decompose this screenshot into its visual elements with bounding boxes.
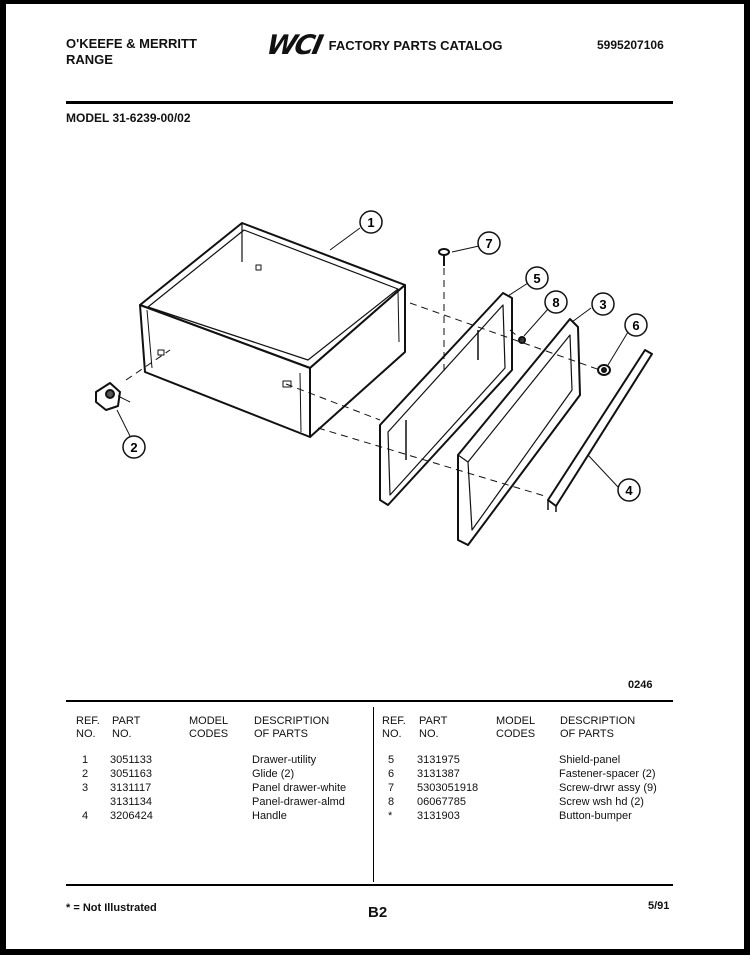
header-part-left: PART NO.	[112, 715, 141, 740]
part-cell: 3131134	[110, 796, 153, 808]
table-bottom-rule	[66, 884, 673, 886]
ref-cell: *	[388, 810, 393, 822]
desc-cell: Handle	[252, 810, 287, 822]
fastener-spacer-part	[598, 365, 610, 375]
diagram-code: 0246	[628, 679, 653, 691]
desc-cell: Screw wsh hd (2)	[559, 796, 644, 808]
ref-cell: 2	[82, 768, 89, 780]
drawer-utility-part	[140, 223, 405, 437]
ref-cell: 1	[82, 754, 89, 766]
part-cell: 3131975	[417, 754, 460, 766]
header-model-left: MODEL CODES	[189, 715, 229, 740]
part-cell: 3131903	[417, 810, 460, 822]
desc-cell: Screw-drwr assy (9)	[559, 782, 657, 794]
product-type: RANGE	[66, 52, 113, 67]
svg-text:8: 8	[552, 295, 560, 310]
header-model-right: MODEL CODES	[496, 715, 536, 740]
ref-cell: 8	[388, 796, 395, 808]
desc-cell: Glide (2)	[252, 768, 295, 780]
part-cell: 3206424	[110, 810, 153, 822]
callout-3	[592, 293, 614, 315]
ref-cell: 3	[82, 782, 89, 794]
table-top-rule	[66, 700, 673, 702]
callout-2	[123, 436, 145, 458]
revision-date: 5/91	[648, 900, 670, 912]
svg-text:7: 7	[485, 236, 493, 251]
screw-part	[439, 249, 449, 266]
part-cell: 5303051918	[417, 782, 479, 794]
svg-text:6: 6	[632, 318, 640, 333]
part-cell: 3131117	[110, 782, 152, 794]
ref-cell: 5	[388, 754, 395, 766]
desc-cell: Fastener-spacer (2)	[559, 768, 656, 780]
callout-7	[478, 232, 500, 254]
part-cell: 06067785	[417, 796, 466, 808]
table-column-divider	[373, 707, 374, 882]
svg-text:3: 3	[599, 297, 607, 312]
callout-5	[526, 267, 548, 289]
catalog-title: FACTORY PARTS CATALOG	[328, 38, 503, 53]
desc-cell: Drawer-utility	[252, 754, 317, 766]
not-illustrated-note: * = Not Illustrated	[66, 902, 157, 914]
part-cell: 3131387	[417, 768, 460, 780]
callout-1	[360, 211, 382, 233]
header-desc-left: DESCRIPTION OF PARTS	[254, 715, 330, 740]
svg-text:5: 5	[533, 271, 541, 286]
model-number: MODEL 31-6239-00/02	[66, 111, 191, 125]
part-cell: 3051133	[110, 754, 153, 766]
header-part-right: PART NO.	[419, 715, 448, 740]
desc-cell: Button-bumper	[559, 810, 632, 822]
catalog-number: 5995207106	[597, 38, 664, 52]
callout-4	[618, 479, 640, 501]
brand-name: O'KEEFE & MERRITT	[66, 36, 197, 51]
glide-part	[96, 383, 130, 410]
ref-cell: 6	[388, 768, 395, 780]
svg-text:4: 4	[625, 483, 633, 498]
desc-cell: Panel-drawer-almd	[252, 796, 345, 808]
header-ref-left: REF. NO.	[76, 715, 100, 740]
header-ref-right: REF. NO.	[382, 715, 406, 740]
wci-logo: WCI	[263, 30, 324, 61]
svg-text:2: 2	[130, 440, 138, 455]
callout-8	[545, 291, 567, 313]
page-number: B2	[368, 904, 388, 921]
desc-cell: Shield-panel	[559, 754, 621, 766]
svg-text:1: 1	[367, 215, 375, 230]
ref-cell: 4	[82, 810, 89, 822]
header-desc-right: DESCRIPTION OF PARTS	[560, 715, 636, 740]
part-cell: 3051163	[110, 768, 153, 780]
ref-cell: 7	[388, 782, 395, 794]
callout-6	[625, 314, 647, 336]
desc-cell: Panel drawer-white	[252, 782, 347, 794]
page-border-bottom	[0, 949, 750, 955]
